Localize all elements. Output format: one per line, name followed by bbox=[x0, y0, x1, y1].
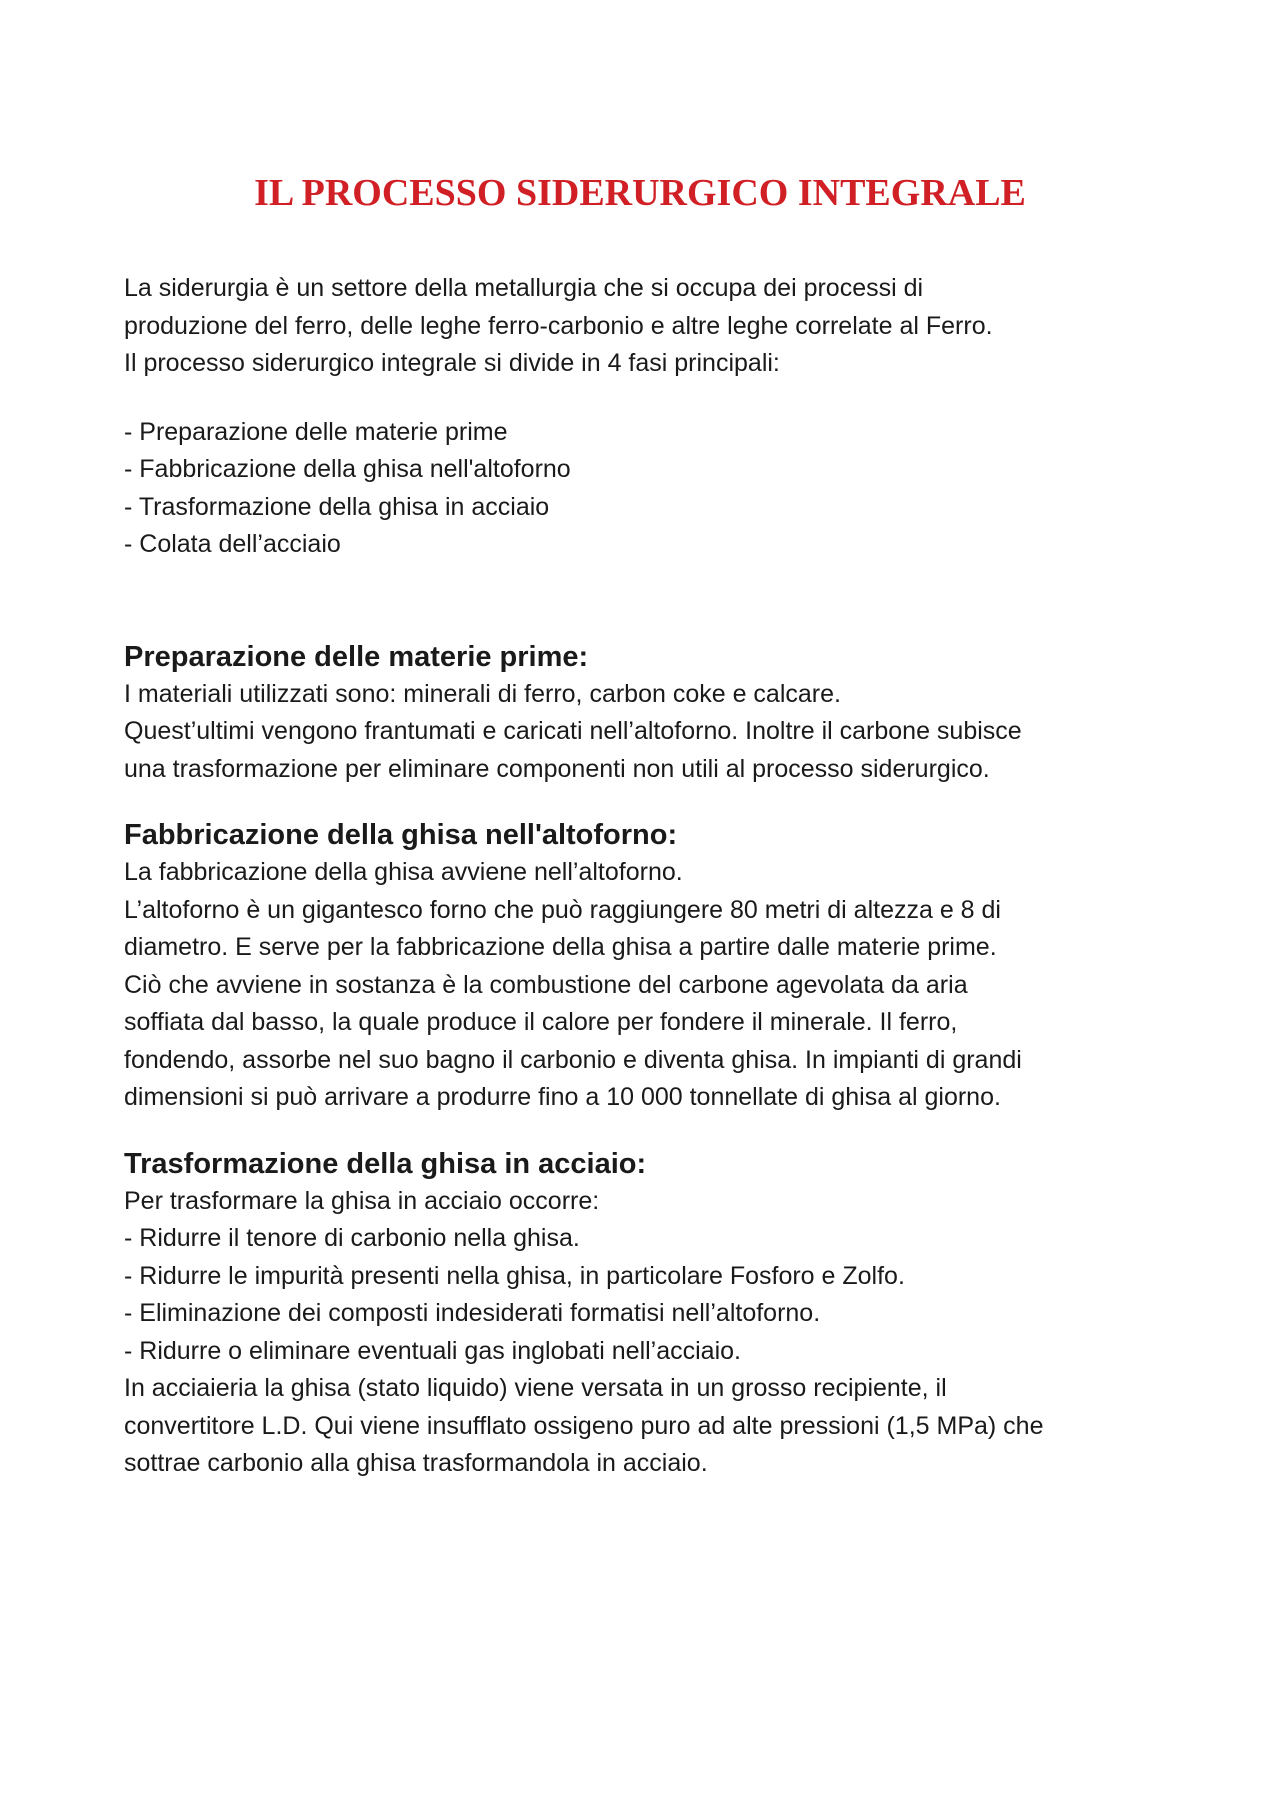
list-item: - Ridurre il tenore di carbonio nella ghisa. bbox=[124, 1224, 580, 1252]
text-line: Ciò che avviene in sostanza è la combustione del carbone agevolata da aria bbox=[124, 970, 968, 999]
intro-paragraph bbox=[124, 270, 1164, 383]
page-title: IL PROCESSO SIDERURGICO INTEGRALE bbox=[254, 172, 1026, 214]
section-heading: Fabbricazione della ghisa nell'altoforno: bbox=[124, 819, 678, 851]
list-item: - Ridurre le impurità presenti nella ghisa, in particolare Fosforo e Zolfo. bbox=[124, 1261, 905, 1290]
spacer bbox=[124, 788, 1164, 816]
text-line: convertitore L.D. Qui viene insufflato ossigeno puro ad alte pressioni (1,5 MPa) che bbox=[124, 1411, 1044, 1440]
text-line: diametro. E serve per la fabbricazione della ghisa a partire dalle materie prime. bbox=[124, 933, 997, 961]
list-item: - Eliminazione dei composti indesiderati formatisi nell’altoforno. bbox=[124, 1299, 821, 1327]
phase-list bbox=[124, 414, 1164, 564]
text-line: una trasformazione per eliminare componenti non utili al processo siderurgico. bbox=[124, 754, 990, 783]
text-line: La siderurgia è un settore della metallurgia che si occupa dei processi di bbox=[124, 274, 924, 302]
section-fabbricazione bbox=[124, 816, 1164, 1117]
section-trasformazione bbox=[124, 1145, 1164, 1483]
list-item: - Fabbricazione della ghisa nell'altoforno bbox=[124, 455, 571, 483]
spacer bbox=[124, 1117, 1164, 1145]
section-heading: Trasformazione della ghisa in acciaio: bbox=[124, 1147, 647, 1180]
text-line: fondendo, assorbe nel suo bagno il carbonio e diventa ghisa. In impianti di grandi bbox=[124, 1045, 1022, 1074]
text-line: sottrae carbonio alla ghisa trasformandola in acciaio. bbox=[124, 1449, 708, 1477]
text-line: soffiata dal basso, la quale produce il calore per fondere il minerale. Il ferro, bbox=[124, 1008, 958, 1036]
section-preparazione bbox=[124, 638, 1164, 789]
list-item: - Ridurre o eliminare eventuali gas inglobati nell’acciaio. bbox=[124, 1336, 741, 1365]
text-line: La fabbricazione della ghisa avviene nell’altoforno. bbox=[124, 858, 683, 886]
document-body bbox=[124, 270, 1164, 1483]
text-line: In acciaieria la ghisa (stato liquido) viene versata in un grosso recipiente, il bbox=[124, 1374, 947, 1402]
text-line: produzione del ferro, delle leghe ferro-carbonio e altre leghe correlate al Ferro. bbox=[124, 311, 993, 340]
text-line: Per trasformare la ghisa in acciaio occorre: bbox=[124, 1186, 600, 1215]
text-line: Il processo siderurgico integrale si divide in 4 fasi principali: bbox=[124, 349, 780, 377]
text-line: I materiali utilizzati sono: minerali di ferro, carbon coke e calcare. bbox=[124, 679, 841, 708]
list-item: - Preparazione delle materie prime bbox=[124, 417, 508, 446]
section-heading: Preparazione delle materie prime: bbox=[124, 640, 589, 673]
text-line: dimensioni si può arrivare a produrre fino a 10 000 tonnellate di ghisa al giorno. bbox=[124, 1083, 1001, 1111]
spacer bbox=[124, 383, 1164, 414]
text-line: Quest’ultimi vengono frantumati e caricati nell’altoforno. Inoltre il carbone subisce bbox=[124, 717, 1022, 745]
spacer bbox=[124, 564, 1164, 638]
list-item: - Trasformazione della ghisa in acciaio bbox=[124, 492, 550, 521]
list-item: - Colata dell’acciaio bbox=[124, 530, 341, 558]
text-line: L’altoforno è un gigantesco forno che può raggiungere 80 metri di altezza e 8 di bbox=[124, 895, 1001, 924]
